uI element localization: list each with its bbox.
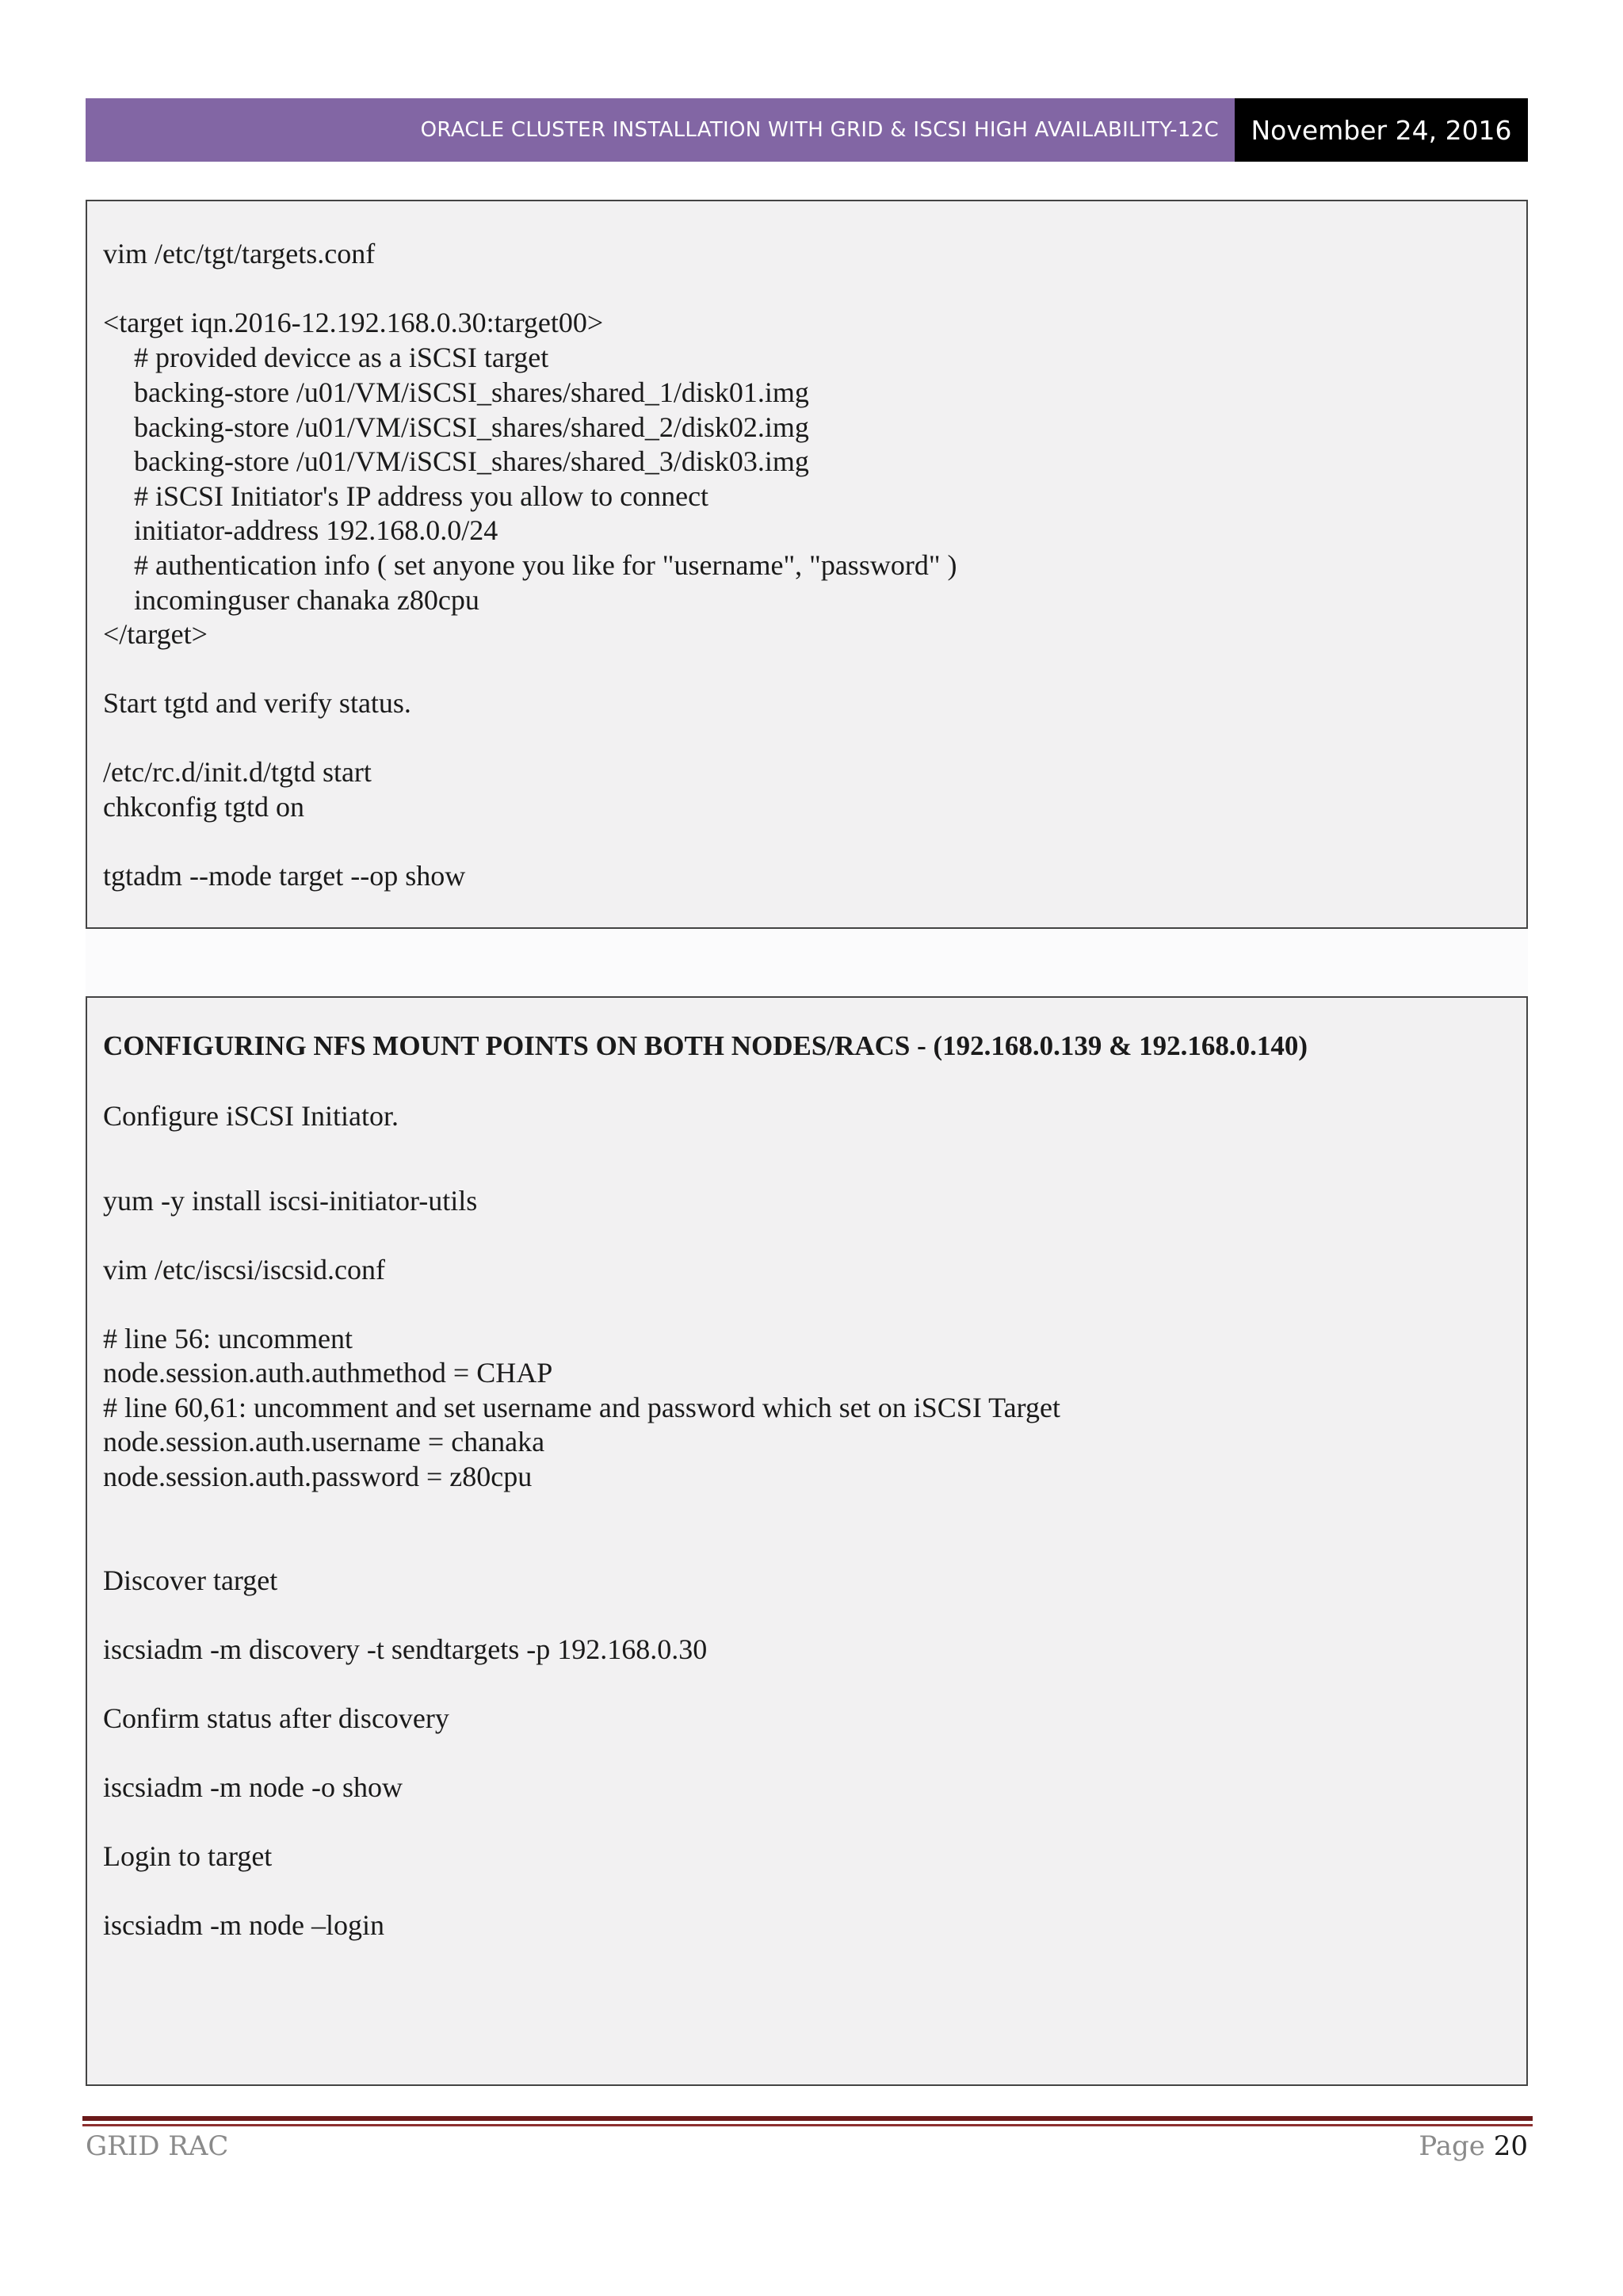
text-line: iscsiadm -m node –login: [103, 1909, 384, 1941]
text-line: vim /etc/iscsi/iscsid.conf: [103, 1254, 385, 1286]
page-number: [1419, 2130, 1528, 2162]
text-line: </target>: [103, 618, 208, 650]
text-line: node.session.auth.password = z80cpu: [103, 1461, 533, 1492]
code-box-iscsi-initiator: [86, 996, 1528, 2086]
header-title: ORACLE CLUSTER INSTALLATION WITH GRID & ISCSI HIGH AVAILABILITY-12C: [420, 118, 1219, 142]
footer-rule-thin: [82, 2124, 1533, 2126]
text-line: chkconfig tgtd on: [103, 791, 304, 823]
footer-doc-name: GRID RAC: [86, 2130, 229, 2162]
footer-rule: [82, 2116, 1533, 2121]
text-line: # provided devicce as a iSCSI target: [134, 342, 549, 373]
text-line: iscsiadm -m discovery -t sendtargets -p 192.168.0.30: [103, 1633, 708, 1665]
text-line: initiator-address 192.168.0.0/24: [134, 514, 498, 546]
text-line: tgtadm --mode target --op show: [103, 860, 466, 892]
header-date: November 24, 2016: [1235, 98, 1528, 162]
text-line: /etc/rc.d/init.d/tgtd start: [103, 756, 372, 788]
text-line: # line 56: uncomment: [103, 1323, 353, 1354]
text-line: Configure iSCSI Initiator.: [103, 1100, 399, 1132]
text-line: Login to target: [103, 1840, 273, 1872]
text-line: node.session.auth.username = chanaka: [103, 1426, 545, 1457]
text-line: # authentication info ( set anyone you like for "username", "password" ): [134, 549, 957, 581]
text-line: Discover target: [103, 1564, 278, 1596]
text-line: backing-store /u01/VM/iSCSI_shares/shared_3/disk03.img: [134, 445, 809, 477]
text-line: # iSCSI Initiator's IP address you allow to connect: [134, 480, 709, 512]
section-heading: CONFIGURING NFS MOUNT POINTS ON BOTH NODES/RACS - (192.168.0.139 & 192.168.0.140): [103, 1030, 1308, 1061]
section-gap: [86, 929, 1528, 996]
text-line: vim /etc/tgt/targets.conf: [103, 238, 376, 269]
text-line: <target iqn.2016-12.192.168.0.30:target00>: [103, 307, 604, 338]
text-line: Confirm status after discovery: [103, 1702, 449, 1734]
text-line: iscsiadm -m node -o show: [103, 1771, 403, 1803]
text-line: # line 60,61: uncomment and set username and password which set on iSCSI Target: [103, 1392, 1060, 1423]
text-line: backing-store /u01/VM/iSCSI_shares/shared_2/disk02.img: [134, 411, 809, 443]
header-title-band: [86, 98, 1235, 162]
text-line: Start tgtd and verify status.: [103, 687, 411, 719]
page-label: Page: [1419, 2130, 1485, 2162]
text-line: backing-store /u01/VM/iSCSI_shares/shared_1/disk01.img: [134, 376, 809, 408]
page-number-value: 20: [1493, 2130, 1528, 2162]
text-line: node.session.auth.authmethod = CHAP: [103, 1357, 553, 1389]
text-line: incominguser chanaka z80cpu: [134, 584, 479, 616]
code-box-target-config: [86, 200, 1528, 929]
text-line: yum -y install iscsi-initiator-utils: [103, 1185, 478, 1217]
